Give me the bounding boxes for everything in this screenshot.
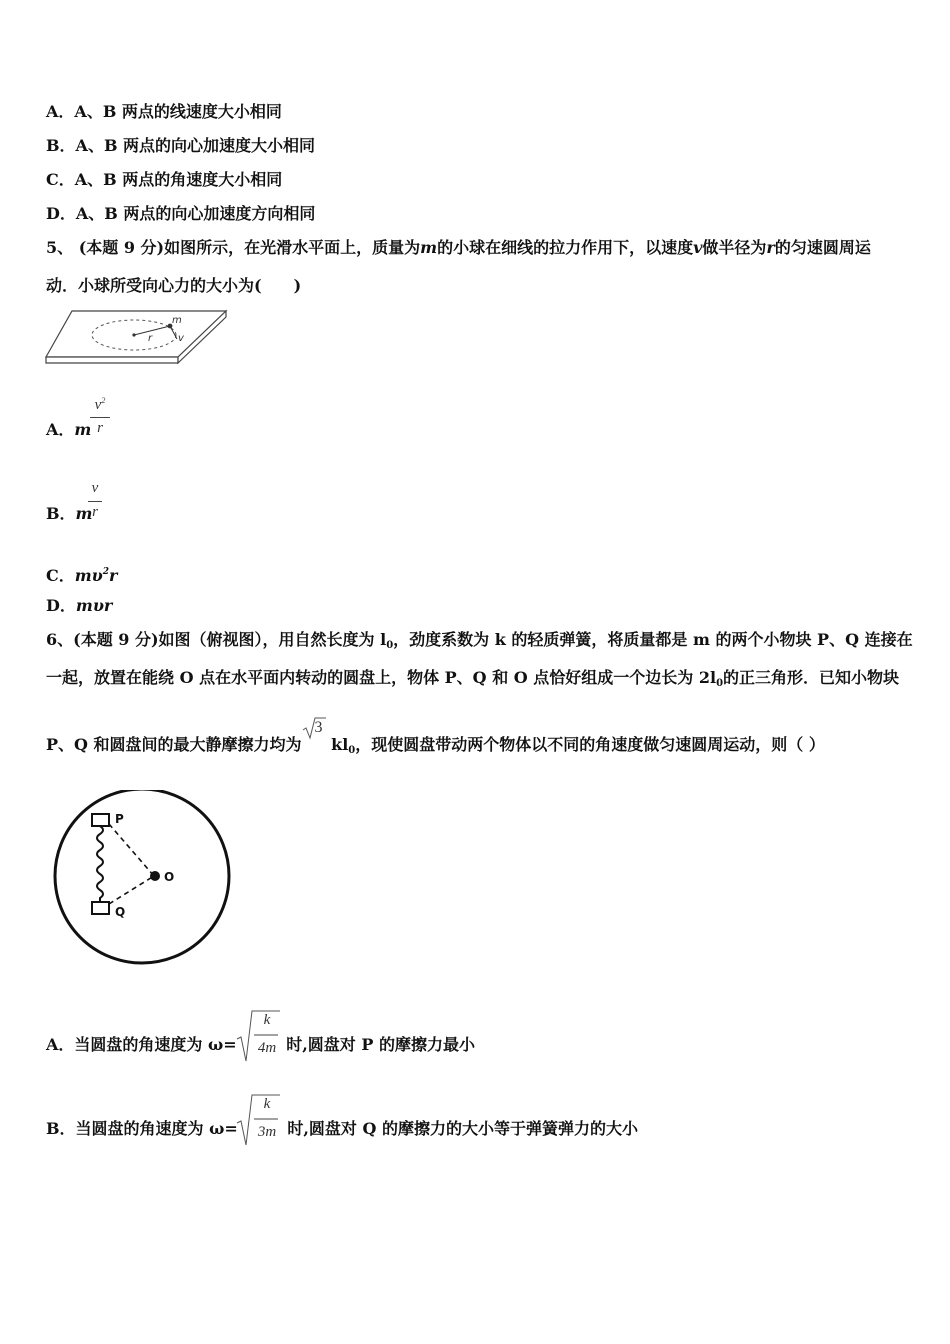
q4-option-c: C．A、B 两点的角速度大小相同 xyxy=(46,170,283,189)
q6-option-a-den: 4m xyxy=(257,1040,277,1056)
q5-option-b-m: m xyxy=(75,504,93,523)
q5-option-a-num-sup: 2 xyxy=(101,396,106,405)
q6-stem-line3 xyxy=(46,719,825,761)
q5-option-a-den: r xyxy=(97,420,103,436)
q6-option-b xyxy=(46,1119,638,1139)
q5-figure xyxy=(44,305,229,369)
q6-line2-text: 一起，放置在能绕 O 点在水平面内转动的圆盘上，物体 P、Q 和 O 点恰好组成一个边长为 2l xyxy=(46,668,717,687)
q5-option-a-label: A． xyxy=(46,420,75,439)
q5-option-b-fraction xyxy=(88,480,102,526)
q5-option-c-label: C． xyxy=(46,566,75,585)
q6-sqrt3-radicand: 3 xyxy=(314,719,323,736)
q6-line2-text-b: 的正三角形．已知小物块 xyxy=(723,668,900,687)
q5-option-c-sup: 2 xyxy=(102,567,110,577)
q6-figure xyxy=(50,790,235,965)
q5-stem-text-a: 5、 (本题 9 分)如图所示，在光滑水平面上，质量为 xyxy=(46,238,421,257)
q5-option-b-num: v xyxy=(91,480,99,496)
q5-var-v: v xyxy=(693,238,703,257)
q5-fig-label-v: v xyxy=(178,333,184,344)
q6-option-a-tail: 时,圆盘对 P 的摩擦力最小 xyxy=(280,1035,475,1054)
q5-option-c-text: mυ xyxy=(74,566,103,585)
q6-option-b-text: B．当圆盘的角速度为 ω= xyxy=(46,1119,238,1138)
q6-fig-label-q: Q xyxy=(115,905,126,919)
q4-option-a: A．A、B 两点的线速度大小相同 xyxy=(46,102,282,121)
q6-option-a-fraction xyxy=(254,1012,280,1060)
q5-option-b-label: B． xyxy=(46,504,76,523)
q6-line1-text: 6、(本题 9 分)如图（俯视图），用自然长度为 l xyxy=(46,630,387,649)
q5-fig-label-r: r xyxy=(148,333,153,344)
q6-option-b-num: k xyxy=(263,1096,271,1112)
q6-stem-line1 xyxy=(46,630,913,656)
q6-option-a-text: A．当圆盘的角速度为 ω= xyxy=(46,1035,237,1054)
q6-line3-sub: 0 xyxy=(348,745,356,756)
q6-option-b-tail: 时,圆盘对 Q 的摩擦力的大小等于弹簧弹力的大小 xyxy=(281,1119,638,1138)
q5-stem-text-c: 做半径为 xyxy=(702,238,767,257)
q6-option-a-num: k xyxy=(263,1012,271,1028)
q5-option-a-m: m xyxy=(74,420,92,439)
q5-option-c xyxy=(46,562,117,586)
q5-stem-line2: 动．小球所受向心力的大小为( ) xyxy=(46,276,302,295)
q6-option-b-fraction xyxy=(254,1096,280,1144)
q5-option-a-fraction xyxy=(90,396,110,442)
q5-var-m: m xyxy=(420,238,438,257)
q6-fig-label-p: P xyxy=(115,812,124,826)
q5-option-d xyxy=(46,596,112,616)
q6-line3-text-a: P、Q 和圆盘间的最大静摩擦力均为 xyxy=(46,735,302,754)
q5-option-b-den: r xyxy=(92,504,98,520)
q5-stem-line1 xyxy=(46,238,871,258)
q6-line3-text-c: ，现使圆盘带动两个物体以不同的角速度做匀速圆周运动，则（ ） xyxy=(355,735,825,754)
q6-option-b-den: 3m xyxy=(257,1124,277,1140)
q5-option-c-tail: r xyxy=(109,566,118,585)
q5-var-r: r xyxy=(766,238,775,257)
q6-line2-sub: 0 xyxy=(716,678,724,689)
q6-sqrt3 xyxy=(302,719,326,750)
q6-fig-label-o: O xyxy=(164,870,175,884)
q5-option-a-num: v xyxy=(94,397,102,413)
q5-stem-text-d: 的匀速圆周运 xyxy=(774,238,871,257)
q4-option-d: D．A、B 两点的向心加速度方向相同 xyxy=(46,204,316,223)
q5-option-d-text: mυr xyxy=(75,596,113,615)
q5-stem-text-b: 的小球在细线的拉力作用下，以速度 xyxy=(437,238,694,257)
q6-line1-text-b: ，劲度系数为 k 的轻质弹簧，将质量都是 m 的两个小物块 P、Q 连接在 xyxy=(393,630,913,649)
q4-option-b: B．A、B 两点的向心加速度大小相同 xyxy=(46,136,316,155)
q5-option-a xyxy=(46,420,91,440)
q6-line3-text-b: kl xyxy=(325,735,349,754)
q5-option-d-label: D． xyxy=(46,596,76,615)
q6-stem-line2 xyxy=(46,668,899,694)
q6-line1-sub: 0 xyxy=(386,640,394,651)
q5-fig-label-m: m xyxy=(172,315,182,326)
q5-option-b xyxy=(46,504,92,524)
